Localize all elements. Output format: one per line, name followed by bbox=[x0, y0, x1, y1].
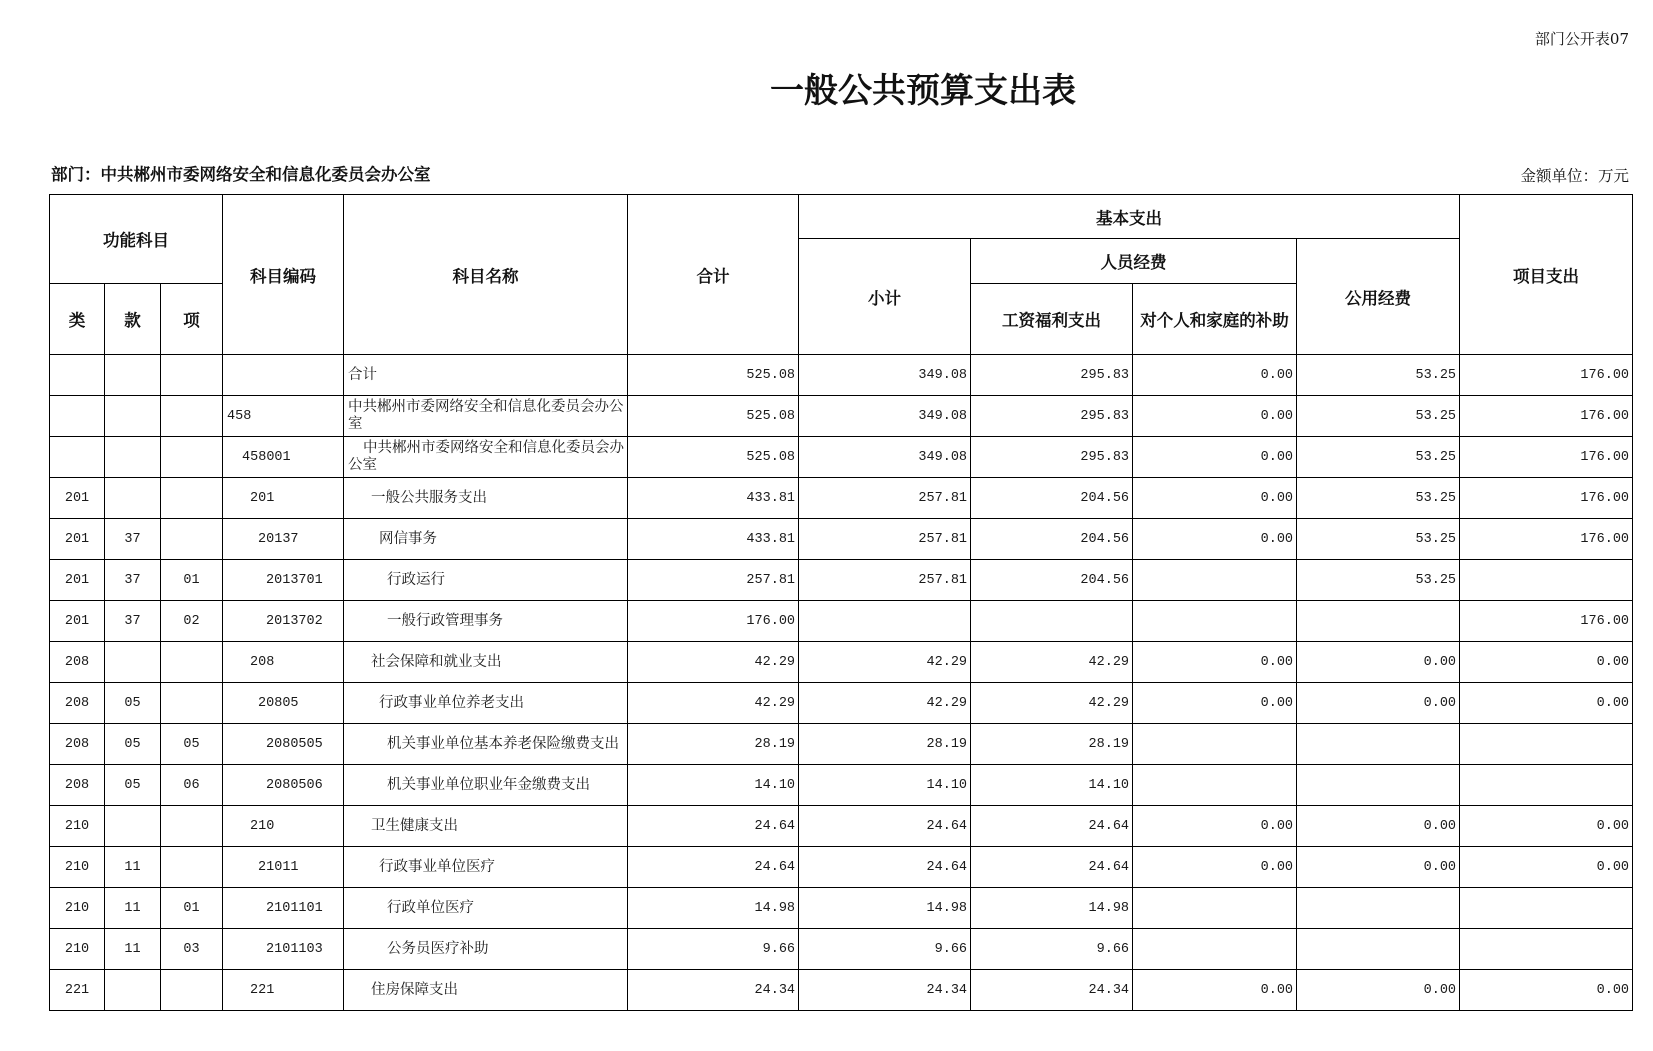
cell-public-funds: 53.25 bbox=[1297, 478, 1460, 519]
cell-code: 2101103 bbox=[223, 929, 344, 970]
cell-total: 525.08 bbox=[628, 355, 799, 396]
cell-xiang bbox=[161, 396, 223, 437]
cell-wages-welfare: 28.19 bbox=[971, 724, 1133, 765]
header-code: 科目编码 bbox=[223, 195, 344, 355]
cell-lei: 210 bbox=[50, 929, 105, 970]
cell-wages-welfare: 24.64 bbox=[971, 847, 1133, 888]
cell-project: 176.00 bbox=[1460, 519, 1633, 560]
cell-code bbox=[223, 355, 344, 396]
cell-kuan: 11 bbox=[105, 847, 161, 888]
cell-code: 458 bbox=[223, 396, 344, 437]
cell-kuan bbox=[105, 642, 161, 683]
cell-kuan: 11 bbox=[105, 929, 161, 970]
cell-project: 176.00 bbox=[1460, 601, 1633, 642]
cell-project: 176.00 bbox=[1460, 355, 1633, 396]
cell-public-funds: 53.25 bbox=[1297, 396, 1460, 437]
table-row bbox=[50, 396, 1633, 437]
cell-public-funds: 0.00 bbox=[1297, 806, 1460, 847]
cell-subsidies: 0.00 bbox=[1133, 683, 1297, 724]
cell-wages-welfare: 42.29 bbox=[971, 642, 1133, 683]
cell-subtotal: 24.64 bbox=[799, 847, 971, 888]
cell-subtotal: 42.29 bbox=[799, 683, 971, 724]
header-personnel: 人员经费 bbox=[971, 239, 1297, 284]
cell-xiang: 01 bbox=[161, 888, 223, 929]
cell-xiang bbox=[161, 478, 223, 519]
cell-wages-welfare: 204.56 bbox=[971, 478, 1133, 519]
cell-code: 208 bbox=[223, 642, 344, 683]
cell-public-funds bbox=[1297, 765, 1460, 806]
cell-name: 机关事业单位基本养老保险缴费支出 bbox=[344, 724, 628, 765]
cell-kuan bbox=[105, 396, 161, 437]
cell-code: 2080505 bbox=[223, 724, 344, 765]
cell-kuan bbox=[105, 437, 161, 478]
cell-wages-welfare: 9.66 bbox=[971, 929, 1133, 970]
cell-total: 24.64 bbox=[628, 847, 799, 888]
cell-lei: 201 bbox=[50, 519, 105, 560]
amount-unit-line bbox=[1520, 165, 1629, 187]
cell-project bbox=[1460, 888, 1633, 929]
table-row bbox=[50, 765, 1633, 806]
cell-subsidies: 0.00 bbox=[1133, 642, 1297, 683]
cell-public-funds: 0.00 bbox=[1297, 642, 1460, 683]
cell-xiang bbox=[161, 642, 223, 683]
cell-subsidies: 0.00 bbox=[1133, 396, 1297, 437]
cell-lei: 201 bbox=[50, 478, 105, 519]
cell-kuan: 37 bbox=[105, 519, 161, 560]
cell-name: 中共郴州市委网络安全和信息化委员会办公室 bbox=[344, 396, 628, 437]
cell-subtotal: 257.81 bbox=[799, 519, 971, 560]
cell-public-funds: 0.00 bbox=[1297, 970, 1460, 1011]
cell-subsidies: 0.00 bbox=[1133, 806, 1297, 847]
cell-xiang: 03 bbox=[161, 929, 223, 970]
cell-public-funds: 0.00 bbox=[1297, 683, 1460, 724]
cell-xiang bbox=[161, 683, 223, 724]
table-row bbox=[50, 437, 1633, 478]
cell-project bbox=[1460, 724, 1633, 765]
header-subsidies: 对个人和家庭的补助 bbox=[1133, 284, 1297, 355]
cell-subsidies bbox=[1133, 724, 1297, 765]
cell-lei: 208 bbox=[50, 642, 105, 683]
cell-code: 221 bbox=[223, 970, 344, 1011]
cell-name: 机关事业单位职业年金缴费支出 bbox=[344, 765, 628, 806]
table-row bbox=[50, 847, 1633, 888]
cell-total: 525.08 bbox=[628, 396, 799, 437]
cell-project: 0.00 bbox=[1460, 683, 1633, 724]
header-xiang: 项 bbox=[161, 284, 223, 355]
cell-total: 42.29 bbox=[628, 642, 799, 683]
cell-subtotal: 42.29 bbox=[799, 642, 971, 683]
cell-name: 中共郴州市委网络安全和信息化委员会办公室 bbox=[344, 437, 628, 478]
cell-total: 257.81 bbox=[628, 560, 799, 601]
department-label: 部门： bbox=[51, 165, 101, 184]
cell-code: 2013702 bbox=[223, 601, 344, 642]
cell-project: 176.00 bbox=[1460, 478, 1633, 519]
cell-kuan: 05 bbox=[105, 724, 161, 765]
cell-subtotal: 349.08 bbox=[799, 355, 971, 396]
header-public-funds: 公用经费 bbox=[1297, 239, 1460, 355]
cell-project: 0.00 bbox=[1460, 970, 1633, 1011]
table-row bbox=[50, 642, 1633, 683]
cell-lei bbox=[50, 396, 105, 437]
cell-code: 201 bbox=[223, 478, 344, 519]
cell-wages-welfare: 204.56 bbox=[971, 519, 1133, 560]
cell-xiang bbox=[161, 437, 223, 478]
cell-kuan bbox=[105, 806, 161, 847]
cell-xiang bbox=[161, 519, 223, 560]
cell-wages-welfare: 24.64 bbox=[971, 806, 1133, 847]
header-row bbox=[50, 195, 1633, 239]
table-row bbox=[50, 519, 1633, 560]
department-value: 中共郴州市委网络安全和信息化委员会办公室 bbox=[100, 165, 431, 184]
form-id-label: 部门公开表07 bbox=[1534, 30, 1629, 48]
header-project-expenditure: 项目支出 bbox=[1460, 195, 1633, 355]
cell-wages-welfare: 295.83 bbox=[971, 355, 1133, 396]
cell-subsidies bbox=[1133, 929, 1297, 970]
cell-subsidies: 0.00 bbox=[1133, 437, 1297, 478]
cell-subtotal: 14.10 bbox=[799, 765, 971, 806]
cell-public-funds bbox=[1297, 601, 1460, 642]
cell-total: 176.00 bbox=[628, 601, 799, 642]
table-row bbox=[50, 601, 1633, 642]
cell-lei bbox=[50, 355, 105, 396]
cell-wages-welfare: 295.83 bbox=[971, 437, 1133, 478]
cell-code: 2101101 bbox=[223, 888, 344, 929]
cell-xiang: 06 bbox=[161, 765, 223, 806]
header-kuan: 款 bbox=[105, 284, 161, 355]
cell-public-funds: 53.25 bbox=[1297, 519, 1460, 560]
cell-name: 合计 bbox=[344, 355, 628, 396]
cell-subtotal: 14.98 bbox=[799, 888, 971, 929]
department-line bbox=[51, 164, 431, 186]
amount-unit-label: 金额单位： bbox=[1520, 167, 1598, 185]
table-row bbox=[50, 888, 1633, 929]
cell-code: 210 bbox=[223, 806, 344, 847]
cell-total: 24.34 bbox=[628, 970, 799, 1011]
cell-total: 24.64 bbox=[628, 806, 799, 847]
header-subtotal: 小计 bbox=[799, 239, 971, 355]
cell-total: 14.10 bbox=[628, 765, 799, 806]
cell-subtotal: 257.81 bbox=[799, 560, 971, 601]
cell-subsidies bbox=[1133, 888, 1297, 929]
header-lei: 类 bbox=[50, 284, 105, 355]
header-basic-expenditure: 基本支出 bbox=[799, 195, 1460, 239]
cell-lei: 221 bbox=[50, 970, 105, 1011]
cell-total: 14.98 bbox=[628, 888, 799, 929]
cell-lei: 208 bbox=[50, 765, 105, 806]
cell-wages-welfare: 14.98 bbox=[971, 888, 1133, 929]
table-row bbox=[50, 970, 1633, 1011]
cell-name: 网信事务 bbox=[344, 519, 628, 560]
cell-code: 2080506 bbox=[223, 765, 344, 806]
cell-name: 公务员医疗补助 bbox=[344, 929, 628, 970]
cell-subtotal: 9.66 bbox=[799, 929, 971, 970]
table-row bbox=[50, 929, 1633, 970]
cell-wages-welfare: 14.10 bbox=[971, 765, 1133, 806]
cell-total: 9.66 bbox=[628, 929, 799, 970]
cell-kuan bbox=[105, 970, 161, 1011]
cell-lei bbox=[50, 437, 105, 478]
cell-project: 0.00 bbox=[1460, 847, 1633, 888]
cell-kuan: 05 bbox=[105, 683, 161, 724]
cell-project bbox=[1460, 929, 1633, 970]
cell-total: 42.29 bbox=[628, 683, 799, 724]
cell-project: 176.00 bbox=[1460, 437, 1633, 478]
cell-project bbox=[1460, 560, 1633, 601]
cell-public-funds bbox=[1297, 888, 1460, 929]
cell-subtotal: 24.34 bbox=[799, 970, 971, 1011]
cell-wages-welfare: 24.34 bbox=[971, 970, 1133, 1011]
cell-code: 20137 bbox=[223, 519, 344, 560]
cell-name: 社会保障和就业支出 bbox=[344, 642, 628, 683]
cell-xiang: 02 bbox=[161, 601, 223, 642]
cell-project bbox=[1460, 765, 1633, 806]
budget-expenditure-table bbox=[49, 194, 1633, 1011]
cell-subsidies: 0.00 bbox=[1133, 970, 1297, 1011]
cell-public-funds bbox=[1297, 724, 1460, 765]
cell-name: 卫生健康支出 bbox=[344, 806, 628, 847]
cell-code: 21011 bbox=[223, 847, 344, 888]
cell-public-funds: 53.25 bbox=[1297, 560, 1460, 601]
table-header bbox=[50, 195, 1633, 355]
cell-wages-welfare: 42.29 bbox=[971, 683, 1133, 724]
cell-kuan: 05 bbox=[105, 765, 161, 806]
cell-kuan bbox=[105, 478, 161, 519]
cell-xiang bbox=[161, 355, 223, 396]
cell-public-funds: 0.00 bbox=[1297, 847, 1460, 888]
page-title: 一般公共预算支出表 bbox=[770, 71, 1076, 111]
table-row bbox=[50, 478, 1633, 519]
table-row bbox=[50, 806, 1633, 847]
cell-xiang bbox=[161, 806, 223, 847]
table-row bbox=[50, 560, 1633, 601]
cell-subtotal: 24.64 bbox=[799, 806, 971, 847]
cell-subsidies: 0.00 bbox=[1133, 478, 1297, 519]
cell-total: 525.08 bbox=[628, 437, 799, 478]
cell-subsidies: 0.00 bbox=[1133, 847, 1297, 888]
cell-name: 行政运行 bbox=[344, 560, 628, 601]
cell-wages-welfare bbox=[971, 601, 1133, 642]
cell-project: 0.00 bbox=[1460, 806, 1633, 847]
header-name: 科目名称 bbox=[344, 195, 628, 355]
header-functional-subject: 功能科目 bbox=[50, 195, 223, 284]
cell-name: 行政单位医疗 bbox=[344, 888, 628, 929]
cell-public-funds: 53.25 bbox=[1297, 437, 1460, 478]
cell-lei: 208 bbox=[50, 724, 105, 765]
cell-xiang: 01 bbox=[161, 560, 223, 601]
table-body bbox=[50, 355, 1633, 1011]
cell-code: 2013701 bbox=[223, 560, 344, 601]
cell-subsidies: 0.00 bbox=[1133, 355, 1297, 396]
cell-lei: 210 bbox=[50, 806, 105, 847]
cell-name: 行政事业单位医疗 bbox=[344, 847, 628, 888]
table-row bbox=[50, 355, 1633, 396]
cell-subtotal: 28.19 bbox=[799, 724, 971, 765]
cell-name: 一般公共服务支出 bbox=[344, 478, 628, 519]
cell-subtotal bbox=[799, 601, 971, 642]
cell-subsidies bbox=[1133, 601, 1297, 642]
table-row bbox=[50, 683, 1633, 724]
cell-name: 住房保障支出 bbox=[344, 970, 628, 1011]
cell-wages-welfare: 295.83 bbox=[971, 396, 1133, 437]
cell-lei: 208 bbox=[50, 683, 105, 724]
cell-xiang: 05 bbox=[161, 724, 223, 765]
cell-lei: 201 bbox=[50, 560, 105, 601]
amount-unit-value: 万元 bbox=[1597, 167, 1629, 185]
cell-total: 28.19 bbox=[628, 724, 799, 765]
cell-lei: 210 bbox=[50, 847, 105, 888]
table-row bbox=[50, 724, 1633, 765]
cell-public-funds bbox=[1297, 929, 1460, 970]
cell-xiang bbox=[161, 970, 223, 1011]
cell-lei: 201 bbox=[50, 601, 105, 642]
cell-subtotal: 349.08 bbox=[799, 396, 971, 437]
cell-code: 20805 bbox=[223, 683, 344, 724]
cell-kuan: 37 bbox=[105, 601, 161, 642]
cell-subsidies bbox=[1133, 765, 1297, 806]
cell-xiang bbox=[161, 847, 223, 888]
cell-name: 行政事业单位养老支出 bbox=[344, 683, 628, 724]
cell-total: 433.81 bbox=[628, 478, 799, 519]
cell-kuan bbox=[105, 355, 161, 396]
cell-total: 433.81 bbox=[628, 519, 799, 560]
cell-subtotal: 257.81 bbox=[799, 478, 971, 519]
cell-kuan: 37 bbox=[105, 560, 161, 601]
cell-subsidies: 0.00 bbox=[1133, 519, 1297, 560]
cell-public-funds: 53.25 bbox=[1297, 355, 1460, 396]
cell-lei: 210 bbox=[50, 888, 105, 929]
cell-wages-welfare: 204.56 bbox=[971, 560, 1133, 601]
header-wages-welfare: 工资福利支出 bbox=[971, 284, 1133, 355]
cell-name: 一般行政管理事务 bbox=[344, 601, 628, 642]
cell-code: 458001 bbox=[223, 437, 344, 478]
cell-subsidies bbox=[1133, 560, 1297, 601]
cell-subtotal: 349.08 bbox=[799, 437, 971, 478]
cell-project: 0.00 bbox=[1460, 642, 1633, 683]
header-total: 合计 bbox=[628, 195, 799, 355]
cell-project: 176.00 bbox=[1460, 396, 1633, 437]
cell-kuan: 11 bbox=[105, 888, 161, 929]
